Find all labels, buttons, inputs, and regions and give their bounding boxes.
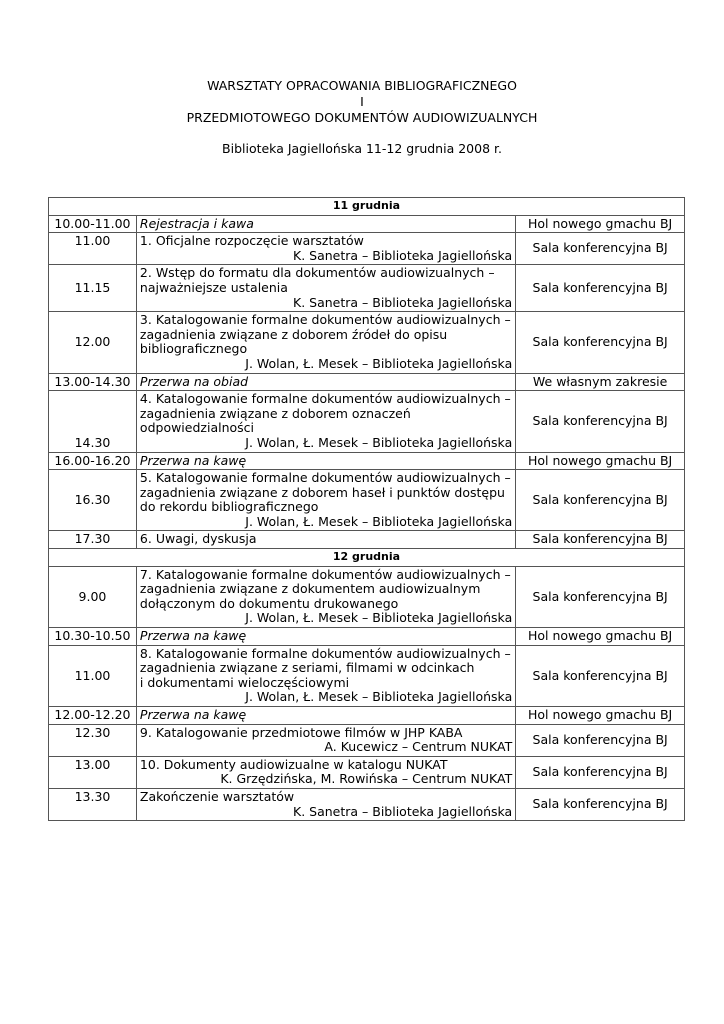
schedule-row [49, 391, 685, 452]
session-time: 14.30 [49, 391, 137, 452]
schedule-row [49, 645, 685, 706]
session-title-line: 7. Katalogowanie formalne dokumentów audiowizualnych – [139, 566, 511, 582]
session-description [136, 312, 515, 373]
session-room: Sala konferencyjna BJ [516, 391, 685, 452]
session-speaker: K. Sanetra – Biblioteka Jagiellońska [293, 803, 513, 819]
session-description [136, 373, 515, 391]
session-speaker: K. Sanetra – Biblioteka Jagiellońska [293, 294, 513, 310]
session-description [136, 645, 515, 706]
day-label: 11 grudnia [49, 198, 685, 216]
session-title-line: 2. Wstęp do formatu dla dokumentów audiowizualnych – [139, 265, 495, 281]
session-time: 9.00 [49, 566, 137, 627]
header-subtitle: Biblioteka Jagiellońska 11-12 grudnia 2008 r. [222, 141, 502, 156]
schedule-row [49, 470, 685, 531]
session-title-line: 9. Katalogowanie przedmiotowe filmów w JHP KABA [139, 724, 463, 740]
session-title-line: zagadnienia związane z doborem źródeł do opisu [139, 326, 448, 342]
day-header-row [49, 198, 685, 216]
session-description [136, 788, 515, 820]
session-room: Sala konferencyjna BJ [516, 265, 685, 312]
session-room: Sala konferencyjna BJ [516, 788, 685, 820]
session-room: Hol nowego gmachu BJ [516, 707, 685, 725]
schedule-row [49, 531, 685, 549]
session-time: 13.30 [49, 788, 137, 820]
session-speaker: A. Kucewicz – Centrum NUKAT [324, 739, 513, 755]
session-title-line: dołączonym do dokumentu drukowanego [139, 595, 399, 611]
schedule-row [49, 233, 685, 265]
session-title-line: 1. Oficjalne rozpoczęcie warsztatów [139, 233, 364, 249]
session-speaker: K. Grzędzińska, M. Rowińska – Centrum NUKAT [220, 771, 513, 787]
session-description [136, 566, 515, 627]
session-speaker: J. Wolan, Ł. Mesek – Biblioteka Jagiellońska [245, 610, 513, 626]
session-time: 12.30 [49, 724, 137, 756]
session-speaker: J. Wolan, Ł. Mesek – Biblioteka Jagiellońska [245, 355, 513, 371]
session-room: Sala konferencyjna BJ [516, 645, 685, 706]
session-title-line: Zakończenie warsztatów [139, 788, 295, 804]
schedule-row [49, 452, 685, 470]
session-title-line: zagadnienia związane z doborem haseł i punktów dostępu [139, 484, 505, 500]
session-description [136, 452, 515, 470]
schedule-row [49, 265, 685, 312]
session-title-line: bibliograficznego [139, 341, 248, 357]
session-description [136, 724, 515, 756]
session-time: 13.00-14.30 [49, 373, 137, 391]
schedule-row [49, 373, 685, 391]
session-title-line: 3. Katalogowanie formalne dokumentów audiowizualnych – [139, 312, 511, 328]
schedule-row [49, 215, 685, 233]
session-room: Hol nowego gmachu BJ [516, 215, 685, 233]
session-room: Sala konferencyjna BJ [516, 233, 685, 265]
session-time: 16.30 [49, 470, 137, 531]
session-speaker: J. Wolan, Ł. Mesek – Biblioteka Jagiellońska [245, 434, 513, 450]
session-description [136, 391, 515, 452]
session-title-line: 5. Katalogowanie formalne dokumentów audiowizualnych – [139, 470, 511, 486]
session-room: We własnym zakresie [516, 373, 685, 391]
session-room: Sala konferencyjna BJ [516, 756, 685, 788]
header-title-line-2: I [360, 94, 364, 109]
session-description [136, 470, 515, 531]
session-time: 13.00 [49, 756, 137, 788]
session-title-line: 6. Uwagi, dyskusja [139, 531, 257, 547]
session-title-line: zagadnienia związane z seriami, filmami w odcinkach [139, 660, 475, 676]
schedule-row [49, 788, 685, 820]
session-room: Hol nowego gmachu BJ [516, 452, 685, 470]
session-room: Sala konferencyjna BJ [516, 566, 685, 627]
session-title-line: najważniejsze ustalenia [139, 279, 288, 295]
schedule-row [49, 707, 685, 725]
session-title-line: Przerwa na kawę [139, 452, 247, 468]
session-description [136, 215, 515, 233]
session-description [136, 265, 515, 312]
session-room: Sala konferencyjna BJ [516, 531, 685, 549]
session-description [136, 233, 515, 265]
session-title-line: Przerwa na kawę [139, 628, 247, 644]
session-title-line: Przerwa na kawę [139, 707, 247, 722]
session-title-line: Rejestracja i kawa [139, 215, 254, 231]
session-title-line: do rekordu bibliograficznego [139, 499, 319, 515]
session-room: Sala konferencyjna BJ [516, 724, 685, 756]
session-time: 10.00-11.00 [49, 215, 137, 233]
session-description [136, 531, 515, 549]
session-room: Sala konferencyjna BJ [516, 312, 685, 373]
session-room: Sala konferencyjna BJ [516, 470, 685, 531]
session-title-line: 10. Dokumenty audiowizualne w katalogu NUKAT [139, 756, 448, 772]
schedule-row [49, 566, 685, 627]
session-title-line: 4. Katalogowanie formalne dokumentów audiowizualnych – [139, 391, 511, 407]
session-title-line: zagadnienia związane z dokumentem audiowizualnym [139, 581, 481, 597]
session-title-line: zagadnienia związane z doborem oznaczeń odpowiedzialności [139, 405, 411, 436]
session-time: 16.00-16.20 [49, 452, 137, 470]
schedule-row [49, 312, 685, 373]
header-title-line-3: PRZEDMIOTOWEGO DOKUMENTÓW AUDIOWIZUALNYCH [186, 110, 538, 125]
session-room: Hol nowego gmachu BJ [516, 628, 685, 646]
schedule-row [49, 756, 685, 788]
day-header-row [49, 549, 685, 567]
session-time: 10.30-10.50 [49, 628, 137, 646]
schedule-row [49, 724, 685, 756]
session-title-line: i dokumentami wieloczęściowymi [139, 674, 350, 690]
session-time: 11.15 [49, 265, 137, 312]
day-label: 12 grudnia [49, 549, 685, 567]
session-speaker: K. Sanetra – Biblioteka Jagiellońska [293, 247, 513, 263]
document-header [0, 78, 724, 157]
session-description [136, 707, 515, 725]
session-description [136, 756, 515, 788]
session-speaker: J. Wolan, Ł. Mesek – Biblioteka Jagiellońska [245, 513, 513, 529]
session-time: 12.00-12.20 [49, 707, 137, 725]
session-time: 17.30 [49, 531, 137, 549]
session-time: 11.00 [49, 233, 137, 265]
session-speaker: J. Wolan, Ł. Mesek – Biblioteka Jagiellońska [245, 689, 513, 705]
schedule-row [49, 628, 685, 646]
session-description [136, 628, 515, 646]
session-title-line: Przerwa na obiad [139, 373, 249, 389]
session-title-line: 8. Katalogowanie formalne dokumentów audiowizualnych – [139, 645, 511, 661]
schedule-table [48, 197, 685, 821]
session-time: 12.00 [49, 312, 137, 373]
header-title-line-1: WARSZTATY OPRACOWANIA BIBLIOGRAFICZNEGO [207, 78, 517, 93]
session-time: 11.00 [49, 645, 137, 706]
